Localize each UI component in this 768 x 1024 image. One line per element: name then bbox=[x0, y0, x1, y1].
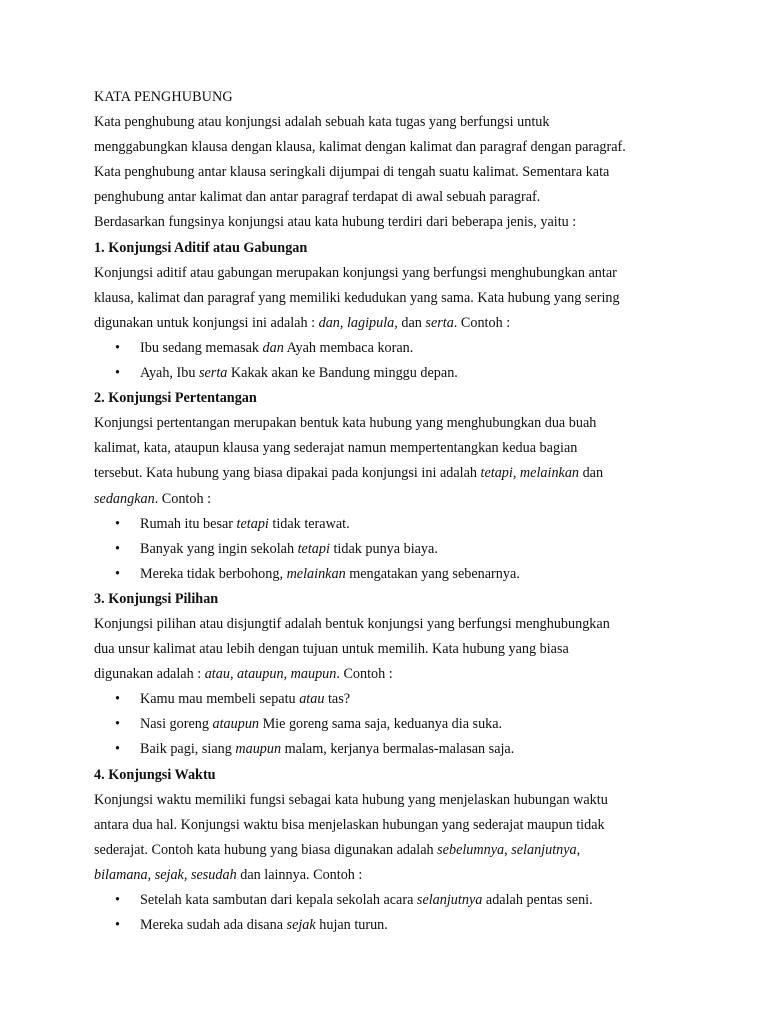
text-run: Rumah itu besar bbox=[140, 515, 237, 532]
text-run: Ayah membaca koran. bbox=[283, 339, 414, 356]
section-heading: 3. Konjungsi Pilihan bbox=[94, 590, 219, 607]
example-word: selanjutnya bbox=[511, 841, 577, 858]
text-run: digunakan untuk konjungsi ini adalah : bbox=[94, 314, 319, 331]
bullet-icon: • bbox=[115, 365, 120, 382]
section-heading: 1. Konjungsi Aditif atau Gabungan bbox=[94, 239, 308, 256]
example-word: sebelumnya bbox=[437, 841, 505, 858]
list-item bbox=[94, 737, 694, 762]
example-word: sejak, sesudah bbox=[154, 866, 237, 883]
example-word: ataupun, maupun bbox=[237, 666, 337, 683]
text-run: , bbox=[339, 314, 347, 331]
text-run: tidak terawat. bbox=[268, 515, 350, 532]
paragraph-line: klausa, kalimat dan paragraf yang memiliki kedudukan yang sama. Kata hubung yang sering bbox=[94, 289, 620, 306]
bullet-icon: • bbox=[115, 565, 120, 582]
text-run: Mereka tidak berbohong, bbox=[140, 565, 287, 582]
paragraph-line: antara dua hal. Konjungsi waktu bisa menjelaskan hubungan yang sederajat maupun tidak bbox=[94, 816, 605, 833]
document-page bbox=[94, 85, 694, 938]
paragraph-line: Konjungsi aditif atau gabungan merupakan konjungsi yang berfungsi menghubungkan antar bbox=[94, 264, 617, 281]
list-item bbox=[94, 913, 694, 938]
text-run: Nasi goreng bbox=[140, 716, 213, 733]
example-word: tetapi bbox=[297, 540, 330, 557]
text-run: sederajat. Contoh kata hubung yang biasa digunakan adalah bbox=[94, 841, 438, 858]
list-item bbox=[94, 361, 694, 386]
text-run: Mereka sudah ada disana bbox=[140, 917, 287, 934]
text-run: digunakan adalah : bbox=[94, 666, 205, 683]
document-title: KATA PENGHUBUNG bbox=[94, 89, 233, 105]
list-item bbox=[94, 712, 694, 737]
example-word: maupun bbox=[235, 741, 282, 758]
example-word: dan bbox=[318, 314, 340, 331]
bullet-icon: • bbox=[115, 339, 120, 356]
bullet-icon: • bbox=[115, 917, 120, 934]
text-run: Kakak akan ke Bandung minggu depan. bbox=[227, 365, 458, 382]
list-item bbox=[94, 687, 694, 712]
text-run: , bbox=[147, 866, 155, 883]
text-run: dan bbox=[579, 465, 604, 482]
bullet-icon: • bbox=[115, 741, 120, 758]
text-run: . Contoh : bbox=[154, 490, 212, 507]
text-run: hujan turun. bbox=[315, 917, 388, 934]
text-run: Setelah kata sambutan dari kepala sekolah acara bbox=[140, 892, 417, 908]
section-heading: 2. Konjungsi Pertentangan bbox=[94, 390, 257, 407]
paragraph-line: Konjungsi waktu memiliki fungsi sebagai kata hubung yang menjelaskan hubungan waktu bbox=[94, 791, 608, 808]
bullet-icon: • bbox=[115, 691, 120, 708]
example-word: tetapi, melainkan bbox=[480, 465, 580, 482]
text-run: , bbox=[229, 666, 238, 683]
list-item bbox=[94, 562, 694, 587]
paragraph-line bbox=[94, 311, 694, 336]
paragraph-line: Konjungsi pilihan atau disjungtif adalah bentuk konjungsi yang berfungsi menghubungkan bbox=[94, 615, 610, 632]
paragraph-line bbox=[94, 461, 694, 486]
bullet-icon: • bbox=[115, 515, 120, 532]
text-run: adalah pentas seni. bbox=[482, 892, 593, 908]
example-word: bilamana bbox=[94, 866, 148, 883]
text-run: mengatakan yang sebenarnya. bbox=[345, 565, 520, 582]
bullet-icon: • bbox=[115, 892, 120, 908]
text-run: malam, kerjanya bermalas-malasan saja. bbox=[281, 741, 515, 758]
paragraph-line bbox=[94, 662, 694, 687]
list-item bbox=[94, 512, 694, 537]
text-run: tas? bbox=[324, 691, 351, 708]
list-item bbox=[94, 537, 694, 562]
text-run: Ibu sedang memasak bbox=[140, 339, 263, 356]
example-word: dan bbox=[262, 339, 284, 356]
paragraph-line: kalimat, kata, ataupun klausa yang sederajat namun mempertentangkan kedua bagian bbox=[94, 440, 578, 457]
list-item bbox=[94, 888, 694, 913]
text-run: tidak punya biaya. bbox=[329, 540, 438, 557]
text-run: tersebut. Kata hubung yang biasa dipakai pada konjungsi ini adalah bbox=[94, 465, 481, 482]
text-run: Ayah, Ibu bbox=[140, 365, 199, 382]
text-run: dan lainnya. Contoh : bbox=[236, 866, 363, 883]
paragraph-line bbox=[94, 487, 694, 512]
text-run: . Contoh : bbox=[336, 666, 393, 683]
example-word: serta bbox=[198, 365, 228, 382]
text-run: , bbox=[576, 841, 581, 858]
example-word: tetapi bbox=[236, 515, 269, 532]
text-run: Kamu mau membeli sepatu bbox=[140, 691, 300, 708]
bullet-icon: • bbox=[115, 540, 120, 557]
text-run: . Contoh : bbox=[453, 314, 511, 331]
text-run: , bbox=[504, 841, 512, 858]
example-word: serta bbox=[425, 314, 454, 331]
example-word: atau bbox=[204, 666, 230, 683]
paragraph-line: Konjungsi pertentangan merupakan bentuk kata hubung yang menghubungkan dua buah bbox=[94, 415, 597, 432]
paragraph-line: dua unsur kalimat atau lebih dengan tujuan untuk memilih. Kata hubung yang biasa bbox=[94, 641, 569, 658]
paragraph-line bbox=[94, 838, 694, 863]
example-word: ataupun bbox=[212, 716, 260, 733]
text-run: , dan bbox=[394, 314, 426, 331]
example-word: atau bbox=[299, 691, 325, 708]
intro-line: penghubung antar kalimat dan antar paragraf terdapat di awal sebuah paragraf. bbox=[94, 189, 541, 206]
example-word: sejak bbox=[286, 917, 316, 934]
paragraph-line bbox=[94, 863, 694, 888]
example-word: lagipula bbox=[346, 314, 395, 331]
intro-line: Kata penghubung atau konjungsi adalah sebuah kata tugas yang berfungsi untuk bbox=[94, 114, 550, 131]
example-word: melainkan bbox=[286, 565, 346, 582]
intro-line: Berdasarkan fungsinya konjungsi atau kata hubung terdiri dari beberapa jenis, yaitu : bbox=[94, 214, 577, 231]
example-word: sedangkan bbox=[94, 490, 155, 507]
section-heading: 4. Konjungsi Waktu bbox=[94, 766, 216, 783]
text-run: Baik pagi, siang bbox=[140, 741, 236, 758]
text-run: Banyak yang ingin sekolah bbox=[140, 540, 298, 557]
text-run: Mie goreng sama saja, keduanya dia suka. bbox=[259, 716, 503, 733]
intro-line: Kata penghubung antar klausa seringkali dijumpai di tengah suatu kalimat. Sementara kata bbox=[94, 164, 610, 181]
bullet-icon: • bbox=[115, 716, 120, 733]
list-item bbox=[94, 336, 694, 361]
intro-line: menggabungkan klausa dengan klausa, kalimat dengan kalimat dan paragraf dengan paragraf. bbox=[94, 139, 626, 156]
example-word: selanjutnya bbox=[416, 892, 483, 908]
